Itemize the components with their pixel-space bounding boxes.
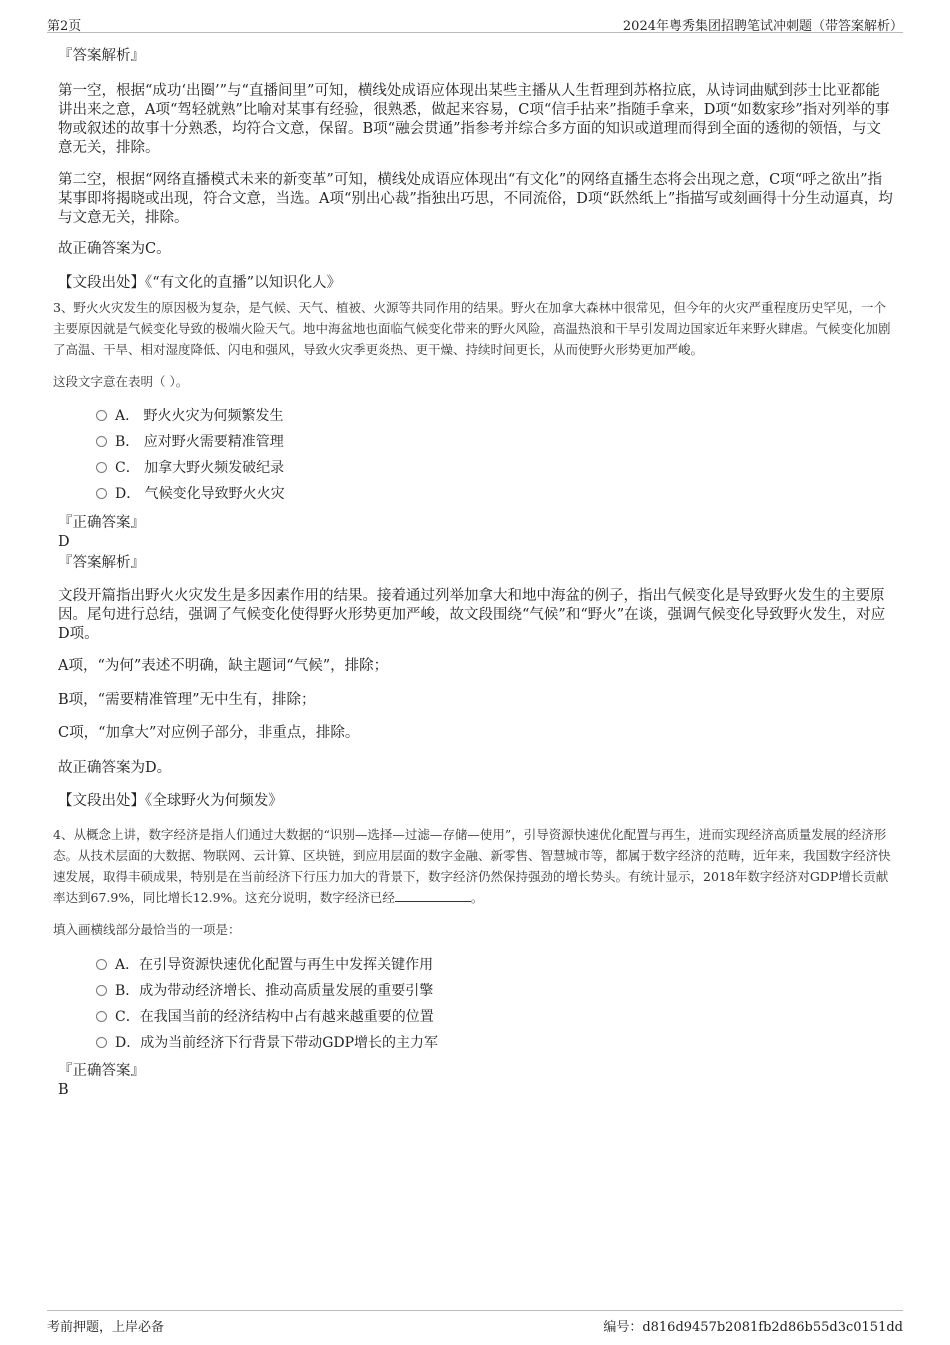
radio-icon[interactable] bbox=[96, 959, 107, 970]
q3-source: 【文段出处】《全球野火为何频发》 bbox=[58, 793, 283, 809]
page-footer bbox=[47, 1310, 903, 1335]
q3-question: 这段文字意在表明（ ）。 bbox=[53, 374, 189, 389]
page-header bbox=[47, 12, 903, 33]
q4-answer-heading: 『正确答案』 bbox=[58, 1063, 145, 1079]
q2-analysis-para1: 第一空，根据“成功‘出圈’”与“直播间里”可知，横线处成语应体现出某些主播从人生哲理到苏格拉底，从诗词曲赋到莎士比亚都能讲出来之意，A项“驾轻就熟”比喻对某事有经验，很熟悉，做起来容易，C项“信手拈来”指随手拿来，D项“如数家珍”指对列举的事物或叙述的故事十分熟悉，均符合文意，保留。B项“融会贯通”指参考并综合多方面的知识或道理而得到全面的透彻的领悟，与文意无关，排除。 bbox=[58, 83, 890, 156]
radio-icon[interactable] bbox=[96, 462, 107, 473]
page-number: 第2页 bbox=[47, 19, 82, 34]
q2-source: 【文段出处】《“有文化的直播”以知识化人》 bbox=[58, 275, 342, 291]
q3-option-a[interactable]: A． 野火火灾为何频繁发生 bbox=[96, 406, 284, 426]
q3-analysis-opt-b: B项，“需要精准管理”无中生有，排除； bbox=[58, 692, 316, 708]
answer-blank bbox=[395, 889, 471, 902]
q3-option-c[interactable]: C． 加拿大野火频发破纪录 bbox=[96, 458, 284, 478]
q4-answer: B bbox=[58, 1082, 69, 1098]
q2-analysis-heading: 『答案解析』 bbox=[58, 48, 145, 64]
q4-option-d[interactable]: D．成为当前经济下行背景下带动GDP增长的主力军 bbox=[96, 1033, 438, 1053]
q3-analysis-heading: 『答案解析』 bbox=[58, 555, 145, 571]
q3-option-d[interactable]: D． 气候变化导致野火火灾 bbox=[96, 484, 285, 504]
document-title: 2024年粤秀集团招聘笔试冲刺题（带答案解析） bbox=[622, 19, 903, 34]
q3-analysis-para1: 文段开篇指出野火火灾发生是多因素作用的结果。接着通过列举加拿大和地中海盆的例子，指出气候变化是导致野火发生的主要原因。尾句进行总结，强调了气候变化使得野火形势更加严峻，故文段围绕“气候”和“野火”在谈，强调气候变化导致野火发生，对应D项。 bbox=[58, 588, 886, 642]
q4-option-a[interactable]: A．在引导资源快速优化配置与再生中发挥关键作用 bbox=[96, 955, 433, 975]
footer-slogan: 考前押题，上岸必备 bbox=[47, 1320, 165, 1335]
q3-conclusion: 故正确答案为D。 bbox=[58, 760, 172, 776]
q2-analysis-para2: 第二空，根据“网络直播模式未来的新变革”可知，横线处成语应体现出“有文化”的网络直播生态将会出现之意，C项“呼之欲出”指某事即将揭晓或出现，符合文意，当选。A项“别出心裁”指独出巧思，不同流俗，D项“跃然纸上”指描写或刻画得十分生动逼真，均与文意无关，排除。 bbox=[58, 172, 893, 226]
q3-analysis-opt-a: A项，“为何”表述不明确，缺主题词“气候”，排除； bbox=[58, 658, 389, 674]
q4-stem: 4、从概念上讲，数字经济是指人们通过大数据的“识别—选择—过滤—存储—使用”，引导资源快速优化配置与再生，进而实现经济高质量发展的经济形态。从技术层面的大数据、物联网、云计算、区块链，到应用层面的数字金融、新零售、智慧城市等，都属于数字经济的范畴，近年来，我国数字经济快速发展，取得丰硕成果，特别是在当前经济下行压力加大的背景下，数字经济仍然保持强劲的增长势头。有统计显示，2018年数字经济对GDP增长贡献率达到67.9%，同比增长12.9%。这充分说明，数字经济已经 。 bbox=[53, 827, 891, 905]
radio-icon[interactable] bbox=[96, 1011, 107, 1022]
radio-icon[interactable] bbox=[96, 436, 107, 447]
q3-answer-heading: 『正确答案』 bbox=[58, 515, 145, 531]
q4-option-c[interactable]: C．在我国当前的经济结构中占有越来越重要的位置 bbox=[96, 1007, 434, 1027]
q3-answer: D bbox=[58, 534, 70, 550]
q3-analysis-opt-c: C项，“加拿大”对应例子部分，非重点，排除。 bbox=[58, 725, 360, 741]
radio-icon[interactable] bbox=[96, 410, 107, 421]
radio-icon[interactable] bbox=[96, 1037, 107, 1048]
radio-icon[interactable] bbox=[96, 488, 107, 499]
radio-icon[interactable] bbox=[96, 985, 107, 996]
q4-question: 填入画横线部分最恰当的一项是： bbox=[53, 922, 241, 937]
q2-conclusion: 故正确答案为C。 bbox=[58, 241, 171, 257]
q4-option-b[interactable]: B．成为带动经济增长、推动高质量发展的重要引擎 bbox=[96, 981, 433, 1001]
q3-option-b[interactable]: B． 应对野火需要精准管理 bbox=[96, 432, 284, 452]
q3-stem: 3、野火火灾发生的原因极为复杂，是气候、天气、植被、火源等共同作用的结果。野火在加拿大森林中很常见，但今年的火灾严重程度历史罕见，一个主要原因就是气候变化导致的极端火险天气。地中海盆地也面临气候变化带来的野火风险，高温热浪和干旱引发周边国家近年来野火肆虐。气候变化加剧了高温、干旱、相对湿度降低、闪电和强风，导致火灾季更炎热、更干燥、持续时间更长，从而使野火形势更加严峻。 bbox=[53, 300, 891, 357]
document-id: 编号：d816d9457b2081fb2d86b55d3c0151dd bbox=[603, 1320, 903, 1335]
